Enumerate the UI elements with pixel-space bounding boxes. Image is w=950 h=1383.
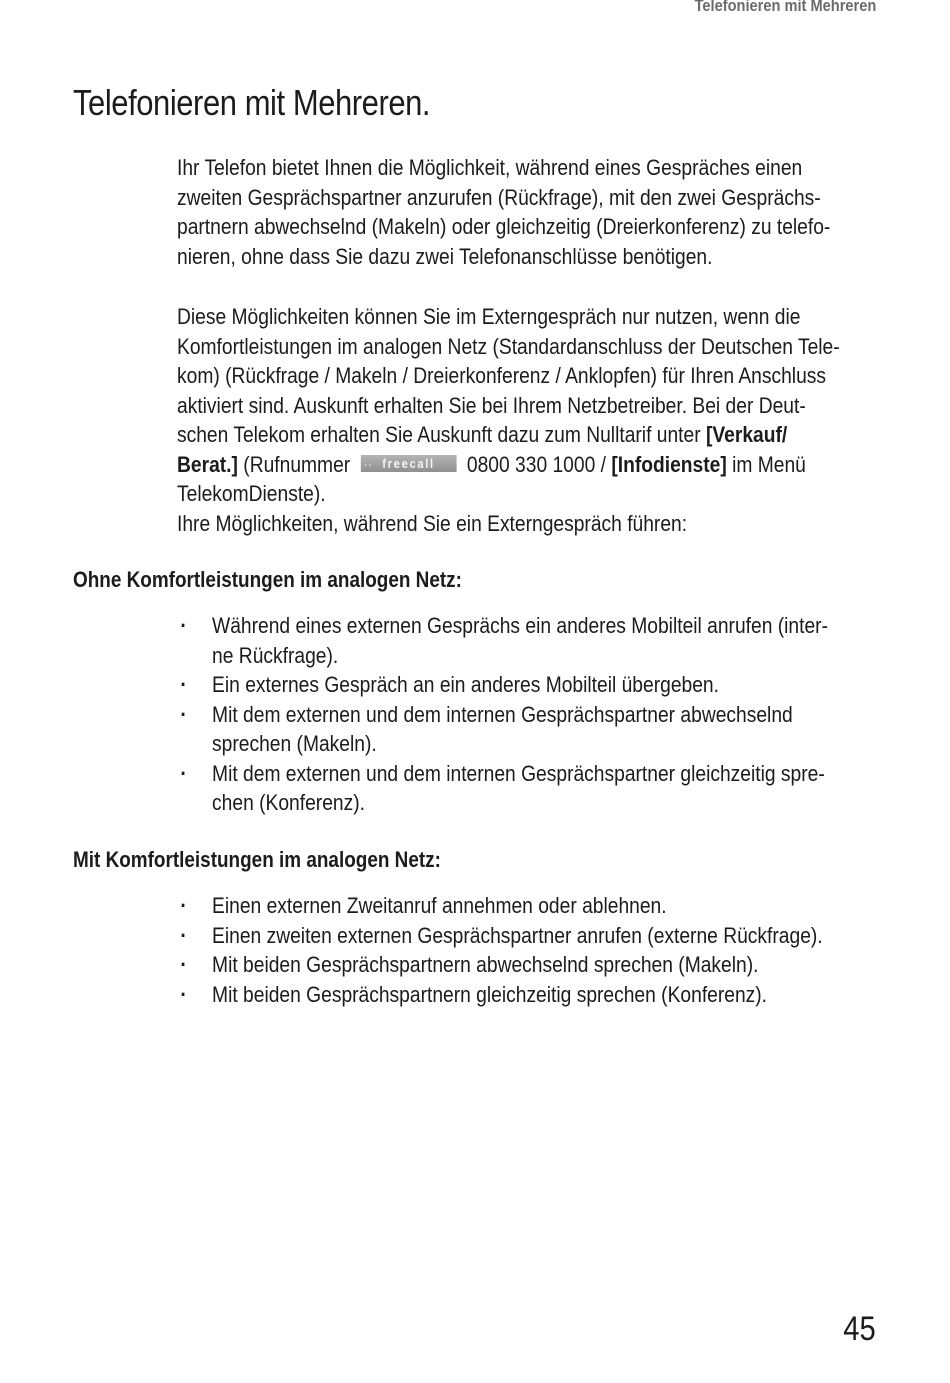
list-without-comfort [177,611,912,818]
text-line [177,420,861,450]
text-line: Mit beiden Gesprächspartnern abwechselnd sprechen (Makeln). [212,952,759,977]
text-line: Einen externen Zweitanruf annehmen oder ablehnen. [212,893,667,918]
text-line: aktiviert sind. Auskunft erhalten Sie bei Ihrem Netzbetreiber. Bei der Deut- [177,392,806,418]
list-item [177,611,912,670]
text-line [177,450,861,480]
list-item [177,700,912,759]
text-line: chen (Konferenz). [212,790,365,815]
text-line: Ihr Telefon bietet Ihnen die Möglichkeit, während eines Gespräches einen [177,155,803,180]
text-line: ne Rückfrage). [212,642,339,668]
text-segment: (Rufnummer [237,451,356,477]
text-line: Diese Möglichkeiten können Sie im Externgespräch nur nutzen, wenn die [177,304,801,329]
text-line: kom) (Rückfrage / Makeln / Dreierkonferenz / Anklopfen) für Ihren Anschluss [177,363,827,388]
freecall-label: freecall [382,456,435,472]
bullet-icon: · [180,760,187,786]
text-segment: im Menü [726,451,806,477]
bullet-icon: · [180,922,187,948]
text-line: nieren, ohne dass Sie dazu zwei Telefonanschlüsse benötigen. [177,243,713,269]
page-number: 45 [843,1310,876,1348]
text-line: Einen zweiten externen Gesprächspartner anrufen (externe Rückfrage). [212,922,823,948]
menu-reference-berat: Berat.] [177,451,238,477]
bullet-icon: · [180,613,187,638]
text-line: Mit dem externen und dem internen Gesprächspartner gleichzeitig spre- [212,760,825,786]
list-item [177,670,912,700]
text-line: Mit beiden Gesprächspartnern gleichzeitig sprechen (Konferenz). [212,981,768,1007]
menu-reference-infodienste: [Infodienste] [611,451,727,477]
section-heading-with-comfort: Mit Komfortleistungen im analogen Netz: [73,847,441,872]
list-item [177,921,912,951]
bullet-icon: · [180,952,187,977]
list-item [177,980,912,1010]
bullet-icon: · [180,672,187,697]
menu-reference-verkauf: [Verkauf/ [705,422,788,447]
text-line: Ein externes Gespräch an ein anderes Mobilteil übergeben. [212,672,719,697]
text-line: partnern abwechselnd (Makeln) oder gleichzeitig (Dreierkonferenz) zu telefo- [177,214,831,239]
list-item [177,759,912,818]
text-line: Komfortleistungen im analogen Netz (Standardanschluss der Deutschen Tele- [177,333,840,359]
list-with-comfort [177,891,912,1009]
phone-number: 0800 330 1000 / [461,451,612,477]
list-item [177,891,912,921]
freecall-dots-icon: ·· [364,458,373,473]
bullet-icon: · [180,981,187,1007]
text-line: TelekomDienste). [177,481,326,506]
text-line: sprechen (Makeln). [212,731,377,756]
text-line: Ihre Möglichkeiten, während Sie ein Externgespräch führen: [177,510,688,536]
list-item [177,950,912,980]
section-heading-without-comfort: Ohne Komfortleistungen im analogen Netz: [73,567,462,592]
conditions-paragraph [177,302,861,538]
text-line: zweiten Gesprächspartner anzurufen (Rückfrage), mit den zwei Gesprächs- [177,184,821,210]
intro-paragraph [177,153,861,271]
text-segment: schen Telekom erhalten Sie Auskunft dazu zum Nulltarif unter [177,422,706,447]
bullet-icon: · [180,701,187,727]
freecall-logo [361,455,457,472]
page-title: Telefonieren mit Mehreren. [73,82,431,123]
bullet-icon: · [180,893,187,918]
text-line: Mit dem externen und dem internen Gesprächspartner abwechselnd [212,701,793,727]
text-line: Während eines externen Gesprächs ein anderes Mobilteil anrufen (inter- [212,613,828,638]
running-header: Telefonieren mit Mehreren [694,0,876,15]
